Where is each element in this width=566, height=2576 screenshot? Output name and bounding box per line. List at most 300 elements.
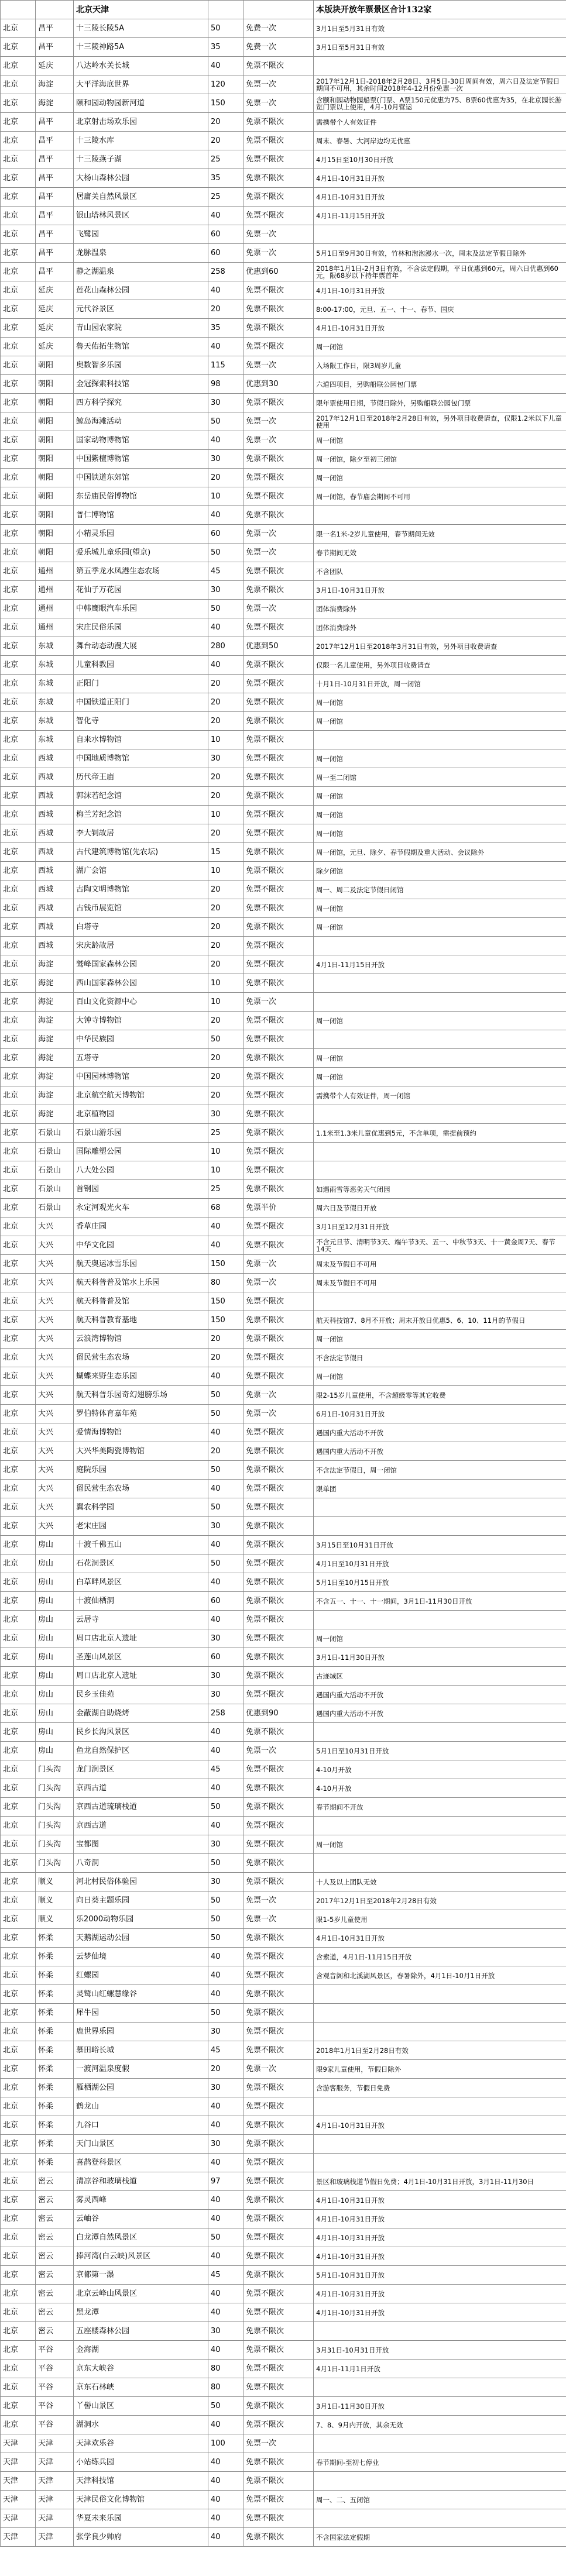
spot-name-cell: 湖洞水: [74, 2416, 208, 2434]
note-cell: 团体消费除外: [314, 600, 566, 618]
spot-name-cell: 自来水博物馆: [74, 731, 208, 749]
policy-cell: 免票一次: [243, 1405, 314, 1423]
note-cell: 4月15日至10月30日开放: [314, 150, 566, 169]
policy-cell: 免票不限次: [243, 2154, 314, 2172]
spot-name-cell: 云浪湾博物馆: [74, 1330, 208, 1349]
price-cell: 20: [208, 469, 243, 487]
table-row: [1, 2079, 566, 2097]
policy-cell: 优惠到30: [243, 375, 314, 394]
table-row: [1, 394, 566, 412]
note-cell: 周一闭馆: [314, 469, 566, 487]
district-cell: 石景山: [36, 1124, 74, 1143]
spot-name-cell: 航天科普乐园奇幻翅膀乐场: [74, 1386, 208, 1405]
note-cell: 周一闭馆: [314, 1330, 566, 1349]
spot-name-cell: 中国紫檀博物馆: [74, 450, 208, 469]
policy-cell: 免票一次: [243, 1742, 314, 1760]
spot-name-cell: 百山文化资源中心: [74, 993, 208, 1012]
region-cell: 北京: [1, 1573, 36, 1592]
spot-name-cell: 北京云峰山风景区: [74, 2285, 208, 2303]
spot-name-cell: 航天科普普及馆水上乐园: [74, 1274, 208, 1292]
district-cell: 房山: [36, 1573, 74, 1592]
price-cell: 50: [208, 544, 243, 562]
table-row: [1, 169, 566, 188]
price-cell: 150: [208, 94, 243, 113]
price-cell: 45: [208, 2266, 243, 2285]
table-row: [1, 1442, 566, 1461]
price-cell: 40: [208, 1779, 243, 1798]
policy-cell: 免票不限次: [243, 731, 314, 749]
region-cell: 北京: [1, 1049, 36, 1068]
price-cell: 20: [208, 2060, 243, 2079]
note-cell: 2017年12月1日至2018年2月28日有效，另外项目收费请查，仅限1.2米以下儿童使用: [314, 412, 566, 431]
district-cell: 昌平: [36, 169, 74, 188]
spot-name-cell: 龙脉温泉: [74, 244, 208, 263]
policy-cell: 免票不限次: [243, 394, 314, 412]
spot-name-cell: 翼农科学园: [74, 1498, 208, 1517]
district-cell: 怀柔: [36, 2060, 74, 2079]
region-cell: 北京: [1, 1629, 36, 1648]
price-cell: 20: [208, 113, 243, 132]
spot-name-cell: 八大处公园: [74, 1161, 208, 1180]
spot-name-cell: 爱情海博物馆: [74, 1423, 208, 1442]
note-cell: [314, 1161, 566, 1180]
note-cell: [314, 1030, 566, 1049]
spot-name-cell: 中国铁道正阳门: [74, 693, 208, 712]
price-cell: 100: [208, 2434, 243, 2453]
spot-name-cell: 颐和园动物园新河道: [74, 94, 208, 113]
price-cell: 50: [208, 1405, 243, 1423]
note-cell: 4-10月开放: [314, 1760, 566, 1779]
spot-name-cell: 正阳门: [74, 675, 208, 693]
spot-name-cell: 梅兰芳纪念馆: [74, 806, 208, 824]
table-row: [1, 768, 566, 787]
table-row: [1, 1461, 566, 1480]
policy-cell: 免票不限次: [243, 1929, 314, 1948]
table-row: [1, 1012, 566, 1030]
district-cell: 朝阳: [36, 431, 74, 450]
policy-cell: 免票不限次: [243, 2322, 314, 2341]
table-row: [1, 806, 566, 824]
price-cell: 45: [208, 2041, 243, 2060]
table-row: [1, 1143, 566, 1161]
price-cell: 60: [208, 1648, 243, 1667]
spot-name-cell: 慕田峪长城: [74, 2041, 208, 2060]
district-cell: 门头沟: [36, 1779, 74, 1798]
table-row: [1, 188, 566, 207]
policy-cell: 免票不限次: [243, 2491, 314, 2509]
table-row: [1, 1966, 566, 1985]
price-cell: 40: [208, 618, 243, 637]
table-row: [1, 637, 566, 656]
price-cell: 10: [208, 974, 243, 993]
price-cell: 40: [208, 1423, 243, 1442]
note-cell: 4月1日-10月31日开放: [314, 2210, 566, 2228]
district-cell: 平谷: [36, 2341, 74, 2360]
district-cell: 西城: [36, 824, 74, 843]
district-cell: 昌平: [36, 225, 74, 244]
region-cell: 北京: [1, 75, 36, 94]
table-row: [1, 431, 566, 450]
region-cell: 北京: [1, 38, 36, 57]
note-cell: [314, 2509, 566, 2528]
spot-name-cell: 国家动物博物馆: [74, 431, 208, 450]
policy-cell: 免票不限次: [243, 1966, 314, 1985]
policy-cell: 免票不限次: [243, 281, 314, 300]
price-cell: 60: [208, 244, 243, 263]
spot-name-cell: 东岳庙民俗博物馆: [74, 487, 208, 506]
price-cell: 68: [208, 1199, 243, 1218]
note-cell: 含索道，4月1日-11月15日开放: [314, 1948, 566, 1966]
policy-cell: 优惠到50: [243, 637, 314, 656]
note-cell: 春节期间不开放: [314, 1798, 566, 1817]
note-cell: 4月1日-10月31日开放: [314, 2303, 566, 2322]
region-cell: 北京: [1, 1068, 36, 1086]
note-cell: 4月1日-11月15日开放: [314, 207, 566, 225]
region-cell: 天津: [1, 2434, 36, 2453]
district-cell: 延庆: [36, 300, 74, 319]
region-cell: 北京: [1, 1817, 36, 1835]
table-row: [1, 207, 566, 225]
price-cell: 80: [208, 1274, 243, 1292]
district-cell: 朝阳: [36, 469, 74, 487]
spot-name-cell: 京西古道: [74, 1817, 208, 1835]
region-cell: 北京: [1, 1124, 36, 1143]
policy-cell: 免票一次: [243, 1274, 314, 1292]
table-row: [1, 19, 566, 38]
price-cell: 150: [208, 1255, 243, 1274]
region-cell: 北京: [1, 974, 36, 993]
region-cell: 北京: [1, 300, 36, 319]
region-cell: 北京: [1, 1218, 36, 1236]
spot-name-cell: 周口店北京人遗址: [74, 1667, 208, 1686]
table-row: [1, 2509, 566, 2528]
district-cell: 大兴: [36, 1274, 74, 1292]
region-cell: 北京: [1, 937, 36, 955]
region-cell: 北京: [1, 918, 36, 937]
district-cell: 海淀: [36, 1049, 74, 1068]
district-cell: 天津: [36, 2453, 74, 2472]
table-row: [1, 2378, 566, 2397]
table-row: [1, 1910, 566, 1929]
district-cell: 昌平: [36, 188, 74, 207]
district-cell: 怀柔: [36, 2154, 74, 2172]
policy-cell: 免票不限次: [243, 937, 314, 955]
policy-cell: 免费一次: [243, 38, 314, 57]
price-cell: 50: [208, 2004, 243, 2023]
region-cell: 北京: [1, 1536, 36, 1554]
policy-cell: 免票不限次: [243, 1218, 314, 1236]
price-cell: 40: [208, 1723, 243, 1742]
table-row: [1, 1049, 566, 1068]
policy-cell: 免票不限次: [243, 2303, 314, 2322]
note-cell: [314, 937, 566, 955]
price-cell: 50: [208, 1798, 243, 1817]
spot-name-cell: 八达岭水关长城: [74, 57, 208, 75]
note-cell: 5月1日-10月31日开放: [314, 2266, 566, 2285]
policy-cell: 免票不限次: [243, 1143, 314, 1161]
region-cell: 北京: [1, 1480, 36, 1498]
spot-name-cell: 鲸岛海滩活动: [74, 412, 208, 431]
spot-name-cell: 红螺园: [74, 1966, 208, 1985]
table-row: [1, 937, 566, 955]
table-row: [1, 356, 566, 375]
note-cell: 不含元旦节、清明节3天、端午节3天、五一、中秋节3天、十一黄金周7天、春节14天: [314, 1236, 566, 1255]
region-cell: 北京: [1, 1835, 36, 1854]
region-cell: 北京: [1, 1648, 36, 1667]
note-cell: 含游客服务，节假日免费: [314, 2079, 566, 2097]
price-cell: 30: [208, 1517, 243, 1536]
policy-cell: 免票不限次: [243, 2247, 314, 2266]
region-cell: 北京: [1, 768, 36, 787]
region-cell: 北京: [1, 1742, 36, 1760]
table-row: [1, 787, 566, 806]
price-cell: 50: [208, 1929, 243, 1948]
spot-name-cell: 首钢园: [74, 1180, 208, 1199]
spot-name-cell: 四方科学探究: [74, 394, 208, 412]
table-row: [1, 2135, 566, 2154]
note-cell: [314, 1498, 566, 1517]
price-cell: 30: [208, 2135, 243, 2154]
note-cell: 3月1日-10月31日开放: [314, 581, 566, 600]
price-cell: 20: [208, 1349, 243, 1367]
note-cell: 4月1日-10月31日开放: [314, 281, 566, 300]
spot-name-cell: 郭沫若纪念馆: [74, 787, 208, 806]
policy-cell: 免票不限次: [243, 1723, 314, 1742]
region-cell: 北京: [1, 1854, 36, 1873]
price-cell: 40: [208, 2303, 243, 2322]
policy-cell: 免票一次: [243, 2434, 314, 2453]
table-row: [1, 1648, 566, 1667]
policy-cell: 免票一次: [243, 431, 314, 450]
note-cell: 3月1日至5月31日有效: [314, 19, 566, 38]
region-cell: 北京: [1, 2079, 36, 2097]
region-cell: 北京: [1, 94, 36, 113]
note-cell: 周一闭馆，除夕至初三闭馆: [314, 450, 566, 469]
spot-name-cell: 乐2000动物乐园: [74, 1910, 208, 1929]
region-cell: 北京: [1, 2266, 36, 2285]
region-cell: 北京: [1, 2285, 36, 2303]
policy-cell: 优惠到60: [243, 263, 314, 281]
region-cell: 北京: [1, 1461, 36, 1480]
region-cell: 天津: [1, 2472, 36, 2491]
note-cell: 5月1日至10月31日开放: [314, 1742, 566, 1760]
table-row: [1, 2528, 566, 2547]
region-cell: 北京: [1, 281, 36, 300]
table-row: [1, 824, 566, 843]
price-cell: 40: [208, 2472, 243, 2491]
policy-cell: 免票不限次: [243, 2472, 314, 2491]
note-cell: 限年票使用日期，节假日除外，另购船联公园包门票: [314, 394, 566, 412]
note-cell: 含观音阁和北溪湖风景区，春暑除外，4月1日-10月1日开放: [314, 1966, 566, 1985]
note-cell: [314, 225, 566, 244]
spot-name-cell: 白龙潭自然风景区: [74, 2228, 208, 2247]
note-cell: 景区和玻璃栈道节假日免费；4月1日-10月31日开放，3月1日-11月30日: [314, 2172, 566, 2191]
table-row: [1, 1592, 566, 1611]
note-cell: [314, 1517, 566, 1536]
spot-name-cell: 留民营生态农场: [74, 1349, 208, 1367]
table-row: [1, 731, 566, 749]
note-cell: [314, 1143, 566, 1161]
price-cell: 20: [208, 1049, 243, 1068]
region-cell: 北京: [1, 169, 36, 188]
note-cell: 不含法定节假日: [314, 1349, 566, 1367]
table-row: [1, 843, 566, 862]
table-row: [1, 469, 566, 487]
policy-cell: 免票不限次: [243, 2266, 314, 2285]
price-cell: 40: [208, 1480, 243, 1498]
policy-cell: 免票不限次: [243, 1480, 314, 1498]
district-cell: 平谷: [36, 2360, 74, 2378]
price-cell: 115: [208, 356, 243, 375]
district-cell: 房山: [36, 1536, 74, 1554]
table-row: [1, 1498, 566, 1517]
table-row: [1, 1629, 566, 1648]
region-cell: 北京: [1, 1161, 36, 1180]
spot-name-cell: 鹤龙山: [74, 2097, 208, 2116]
spot-name-cell: 魯天佑拓生物馆: [74, 338, 208, 356]
district-cell: 西城: [36, 843, 74, 862]
policy-cell: 免票不限次: [243, 2116, 314, 2135]
policy-cell: 免票不限次: [243, 675, 314, 693]
policy-cell: 免票不限次: [243, 768, 314, 787]
note-cell: 含颐和园动物园船票(门票、A票150元优惠为75、B票60优惠为35，在北京园长游览门票以上使用，4月-10月营运: [314, 94, 566, 113]
district-cell: 通州: [36, 562, 74, 581]
district-cell: 昌平: [36, 132, 74, 150]
district-cell: 西城: [36, 899, 74, 918]
price-cell: 20: [208, 675, 243, 693]
price-cell: 40: [208, 1573, 243, 1592]
region-cell: 天津: [1, 2491, 36, 2509]
district-cell: 海淀: [36, 1086, 74, 1105]
district-cell: 密云: [36, 2322, 74, 2341]
table-row: [1, 2116, 566, 2135]
note-cell: 4月1日-10月31日开放: [314, 2116, 566, 2135]
price-cell: 50: [208, 1461, 243, 1480]
policy-cell: 免票不限次: [243, 2453, 314, 2472]
header-city: [36, 1, 74, 19]
note-cell: 周末及节假日不可用: [314, 1274, 566, 1292]
region-cell: 北京: [1, 2191, 36, 2210]
region-cell: 北京: [1, 1723, 36, 1742]
region-cell: 北京: [1, 824, 36, 843]
spot-name-cell: 天津欢乐谷: [74, 2434, 208, 2453]
district-cell: 大兴: [36, 1517, 74, 1536]
region-cell: 北京: [1, 656, 36, 675]
policy-cell: 免票半价: [243, 1199, 314, 1218]
region-cell: 北京: [1, 525, 36, 544]
note-cell: 不含国家法定假期: [314, 2528, 566, 2547]
price-cell: 15: [208, 843, 243, 862]
district-cell: 天津: [36, 2528, 74, 2547]
price-cell: 30: [208, 1105, 243, 1124]
price-cell: 50: [208, 1498, 243, 1517]
policy-cell: 免票不限次: [243, 1536, 314, 1554]
region-cell: 北京: [1, 319, 36, 338]
price-cell: 10: [208, 1161, 243, 1180]
district-cell: 门头沟: [36, 1760, 74, 1779]
district-cell: 门头沟: [36, 1854, 74, 1873]
spot-name-cell: 北京植物园: [74, 1105, 208, 1124]
price-cell: 30: [208, 450, 243, 469]
price-cell: 98: [208, 375, 243, 394]
region-cell: 北京: [1, 1704, 36, 1723]
policy-cell: 免票不限次: [243, 1236, 314, 1255]
district-cell: 昌平: [36, 19, 74, 38]
spot-name-cell: 鱼龙自然保护区: [74, 1742, 208, 1760]
note-cell: [314, 1292, 566, 1311]
note-cell: 4月1日-10月31日开放: [314, 1929, 566, 1948]
header-region: [1, 1, 36, 19]
region-cell: 北京: [1, 1667, 36, 1686]
price-cell: 20: [208, 1086, 243, 1105]
spot-name-cell: 河北村民俗体验园: [74, 1873, 208, 1891]
district-cell: 朝阳: [36, 450, 74, 469]
note-cell: 4月1日至10月31日开放: [314, 1554, 566, 1573]
table-row: [1, 2341, 566, 2360]
district-cell: 延庆: [36, 57, 74, 75]
district-cell: 密云: [36, 2247, 74, 2266]
table-row: [1, 94, 566, 113]
policy-cell: 免票不限次: [243, 207, 314, 225]
price-cell: 20: [208, 1068, 243, 1086]
note-cell: 4月1日-10月31日开放: [314, 188, 566, 207]
price-cell: 20: [208, 300, 243, 319]
region-cell: 北京: [1, 2341, 36, 2360]
region-cell: 北京: [1, 731, 36, 749]
policy-cell: 优惠到90: [243, 1704, 314, 1723]
policy-cell: 免票不限次: [243, 1030, 314, 1049]
note-cell: 周一闭馆，春节庙会期间不可用: [314, 487, 566, 506]
table-row: [1, 1667, 566, 1686]
note-cell: 1.1米至1.3米儿童优惠到5元，不含单项，需提前预约: [314, 1124, 566, 1143]
note-cell: 周一闭馆: [314, 712, 566, 731]
table-row: [1, 2041, 566, 2060]
district-cell: 房山: [36, 1611, 74, 1629]
region-cell: 北京: [1, 1274, 36, 1292]
note-cell: 周一闭馆: [314, 1367, 566, 1386]
policy-cell: 免票不限次: [243, 1498, 314, 1517]
policy-cell: 免票不限次: [243, 1573, 314, 1592]
note-cell: 周一闭馆: [314, 806, 566, 824]
policy-cell: 免票不限次: [243, 581, 314, 600]
note-cell: 8:00-17:00，元旦、五一、十一、春节、国庆: [314, 300, 566, 319]
price-cell: 30: [208, 2322, 243, 2341]
header-title-right: 本版块开放年票景区合计132家: [314, 1, 566, 19]
policy-cell: 免票不限次: [243, 1086, 314, 1105]
region-cell: 北京: [1, 2228, 36, 2247]
spot-name-cell: 京都第一瀑: [74, 2266, 208, 2285]
district-cell: 朝阳: [36, 506, 74, 525]
region-cell: 北京: [1, 2023, 36, 2041]
spot-name-cell: 古代建筑博物馆(先农坛): [74, 843, 208, 862]
price-cell: 20: [208, 768, 243, 787]
price-cell: 10: [208, 806, 243, 824]
price-cell: 80: [208, 2360, 243, 2378]
district-cell: 东城: [36, 675, 74, 693]
region-cell: 北京: [1, 862, 36, 881]
spot-name-cell: 小站练兵园: [74, 2453, 208, 2472]
district-cell: 大兴: [36, 1255, 74, 1274]
table-row: [1, 1554, 566, 1573]
note-cell: 周末及节假日不可用: [314, 1255, 566, 1274]
price-cell: 258: [208, 1704, 243, 1723]
district-cell: 门头沟: [36, 1817, 74, 1835]
district-cell: 东城: [36, 712, 74, 731]
policy-cell: 免票不限次: [243, 1049, 314, 1068]
district-cell: 怀柔: [36, 1929, 74, 1948]
note-cell: 仅限一名儿童使用，另外项目收费请查: [314, 656, 566, 675]
district-cell: 海淀: [36, 1068, 74, 1086]
